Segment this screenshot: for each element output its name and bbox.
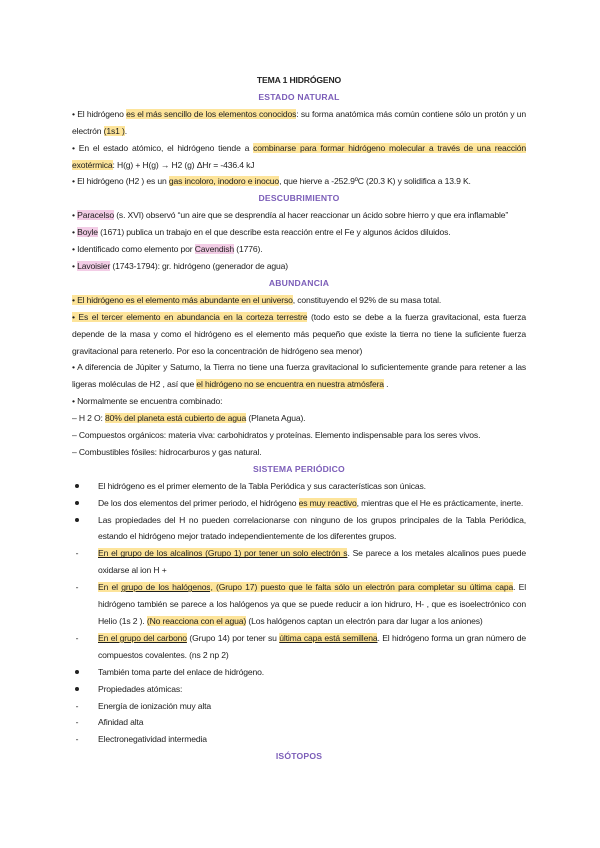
bullet-item: De los dos elementos del primer periodo, el hidrógeno es muy reactivo, mientras que el He es prácticamente, inerte. xyxy=(72,495,526,512)
paragraph: • Paracelso (s. XVI) observó “un aire que se desprendía al hacer reaccionar un ácido sobre hierro y que era inflamable” xyxy=(72,210,509,221)
paragraph: • Boyle (1671) publica un trabajo en el que describe esta reacción entre el Fe y algunos ácidos diluidos. xyxy=(72,227,451,238)
highlight: Paracelso xyxy=(77,210,114,221)
paragraph: • Lavoisier (1743-1794): gr. hidrógeno (generador de agua) xyxy=(72,260,289,271)
section-heading-abundancia: ABUNDANCIA xyxy=(268,277,330,288)
bullet-item: Propiedades atómicas: xyxy=(72,681,526,698)
highlight: 80% del planeta está cubierto de agua xyxy=(105,413,247,424)
paragraph: – Compuestos orgánicos: materia viva: carbohidratos y proteínas. Elemento indispensable para los seres vivos. xyxy=(72,430,481,441)
dash-marker: - xyxy=(75,632,79,643)
dash-marker: - xyxy=(75,700,79,711)
bullet-item: También toma parte del enlace de hidrógeno. xyxy=(72,664,526,681)
bullet-icon xyxy=(72,512,82,529)
highlight: es muy reactivo xyxy=(298,497,357,508)
section-heading-sistema-periodico: SISTEMA PERIÓDICO xyxy=(253,463,345,474)
paragraph: • El hidrógeno es el más sencillo de los elementos conocidos: su forma anatómica más común contiene sólo un protón y un electrón (1s1 ). xyxy=(72,108,527,136)
highlight: Lavoisier xyxy=(77,260,111,271)
document-content xyxy=(72,72,526,765)
highlight: En el grupo de los alcalinos (Grupo 1) por tener un solo electrón s xyxy=(98,548,348,559)
highlight: última capa está semillena xyxy=(279,632,378,643)
paragraph: • El hidrógeno es el elemento más abundante en el universo, constituyendo el 92% de su masa total. xyxy=(72,294,442,305)
page-title: TEMA 1 HIDRÓGENO xyxy=(256,75,342,85)
highlight: Boyle xyxy=(77,227,98,238)
highlight: el hidrógeno no se encuentra en nuestra atmósfera xyxy=(196,379,384,390)
highlight: gas incoloro, inodoro e inocuo xyxy=(168,176,280,187)
paragraph: • Identificado como elemento por Cavendish (1776). xyxy=(72,244,263,255)
bullet-icon xyxy=(72,495,82,512)
section-heading-isotopos: ISÓTOPOS xyxy=(275,751,323,762)
paragraph: • Es el tercer elemento en abundancia en la corteza terrestre (todo esto se debe a la fuerza gravitacional, esta fuerza depende de la masa y como el hidrógeno es el elemento más pequeño que existe la tierra no tiene la suficiente fuerza gravitacional para retenerlo. Por eso la concentración de hidrógeno sea menor) xyxy=(72,311,526,356)
section-heading-descubrimiento: DESCUBRIMIENTO xyxy=(258,193,340,204)
paragraph: – Combustibles fósiles: hidrocarburos y gas natural. xyxy=(72,446,262,457)
dash-item: - Afinidad alta xyxy=(72,714,526,731)
dash-marker: - xyxy=(75,734,79,745)
bullet-icon xyxy=(72,664,82,681)
highlight: Cavendish xyxy=(194,244,235,255)
paragraph: • A diferencia de Júpiter y Saturno, la Tierra no tiene una fuerza gravitacional lo suficientemente grande para retener a las ligeras moléculas de H2 , así que el hidrógeno no se encuentra en nuestra atmósfera . xyxy=(72,362,526,390)
dash-item: - Energía de ionización muy alta xyxy=(72,698,526,715)
highlight: • Es el tercer elemento en abundancia en la corteza terrestre xyxy=(72,311,308,322)
bullet-item: El hidrógeno es el primer elemento de la Tabla Periódica y sus características son únicas. xyxy=(72,478,526,495)
dash-item: - En el grupo de los halógenos, (Grupo 17) puesto que le falta sólo un electrón para completar su última capa. El hidrógeno también se parece a los halógenos ya que se puede reducir a ion hidruro, H- , que es isoelectrónico con Helio (1s 2 ). (No reacciona con el agua) (Los halógenos captan un electrón para dar lugar a los aniones) xyxy=(72,579,526,630)
highlight: es el más sencillo de los elementos conocidos xyxy=(126,108,297,119)
bullet-icon xyxy=(72,478,82,495)
highlight: combinarse para formar hidrógeno molecular a través de una reacción exotérmica xyxy=(72,142,526,170)
highlight: • El hidrógeno es el elemento más abundante en el universo xyxy=(72,294,293,305)
dash-item: - En el grupo del carbono (Grupo 14) por tener su última capa está semillena. El hidrógeno forma un gran número de compuestos covalentes. (ns 2 np 2) xyxy=(72,630,526,664)
dash-item: - En el grupo de los alcalinos (Grupo 1) por tener un solo electrón s. Se parece a los metales alcalinos pues puede oxidarse al ion H + xyxy=(72,545,526,579)
dash-marker: - xyxy=(75,717,79,728)
dash-marker: - xyxy=(75,548,79,559)
dash-marker: - xyxy=(75,582,79,593)
highlight: grupo de los halógenos xyxy=(121,582,211,593)
highlight: (1s1 ) xyxy=(103,125,125,136)
paragraph: • En el estado atómico, el hidrógeno tiende a combinarse para formar hidrógeno molecular a través de una reacción exotérmica: H(g) + H(g) → H2 (g) ΔHr = -436.4 kJ xyxy=(72,142,526,170)
bullet-icon xyxy=(72,681,82,698)
highlight: En el grupo del carbono xyxy=(98,632,187,643)
paragraph: • Normalmente se encuentra combinado: xyxy=(72,396,223,407)
paragraph: • El hidrógeno (H2 ) es un gas incoloro, inodoro e inocuo, que hierve a -252.9ºC (20.3 K) y solidifica a 13.9 K. xyxy=(72,176,471,187)
bullet-item: Las propiedades del H no pueden correlacionarse con ninguno de los grupos principales de la Tabla Periódica, estando el hidrógeno mejor tratado independientemente de los diferentes grupos. xyxy=(72,512,526,546)
dash-item: - Electronegatividad intermedia xyxy=(72,731,526,748)
highlight: (No reacciona con el agua) xyxy=(146,616,247,626)
section-heading-estado-natural: ESTADO NATURAL xyxy=(258,91,340,102)
highlight: , (Grupo 17) puesto que le falta sólo un electrón para completar su última capa xyxy=(210,582,514,593)
paragraph: – H 2 O: 80% del planeta está cubierto de agua (Planeta Agua). xyxy=(72,413,306,424)
